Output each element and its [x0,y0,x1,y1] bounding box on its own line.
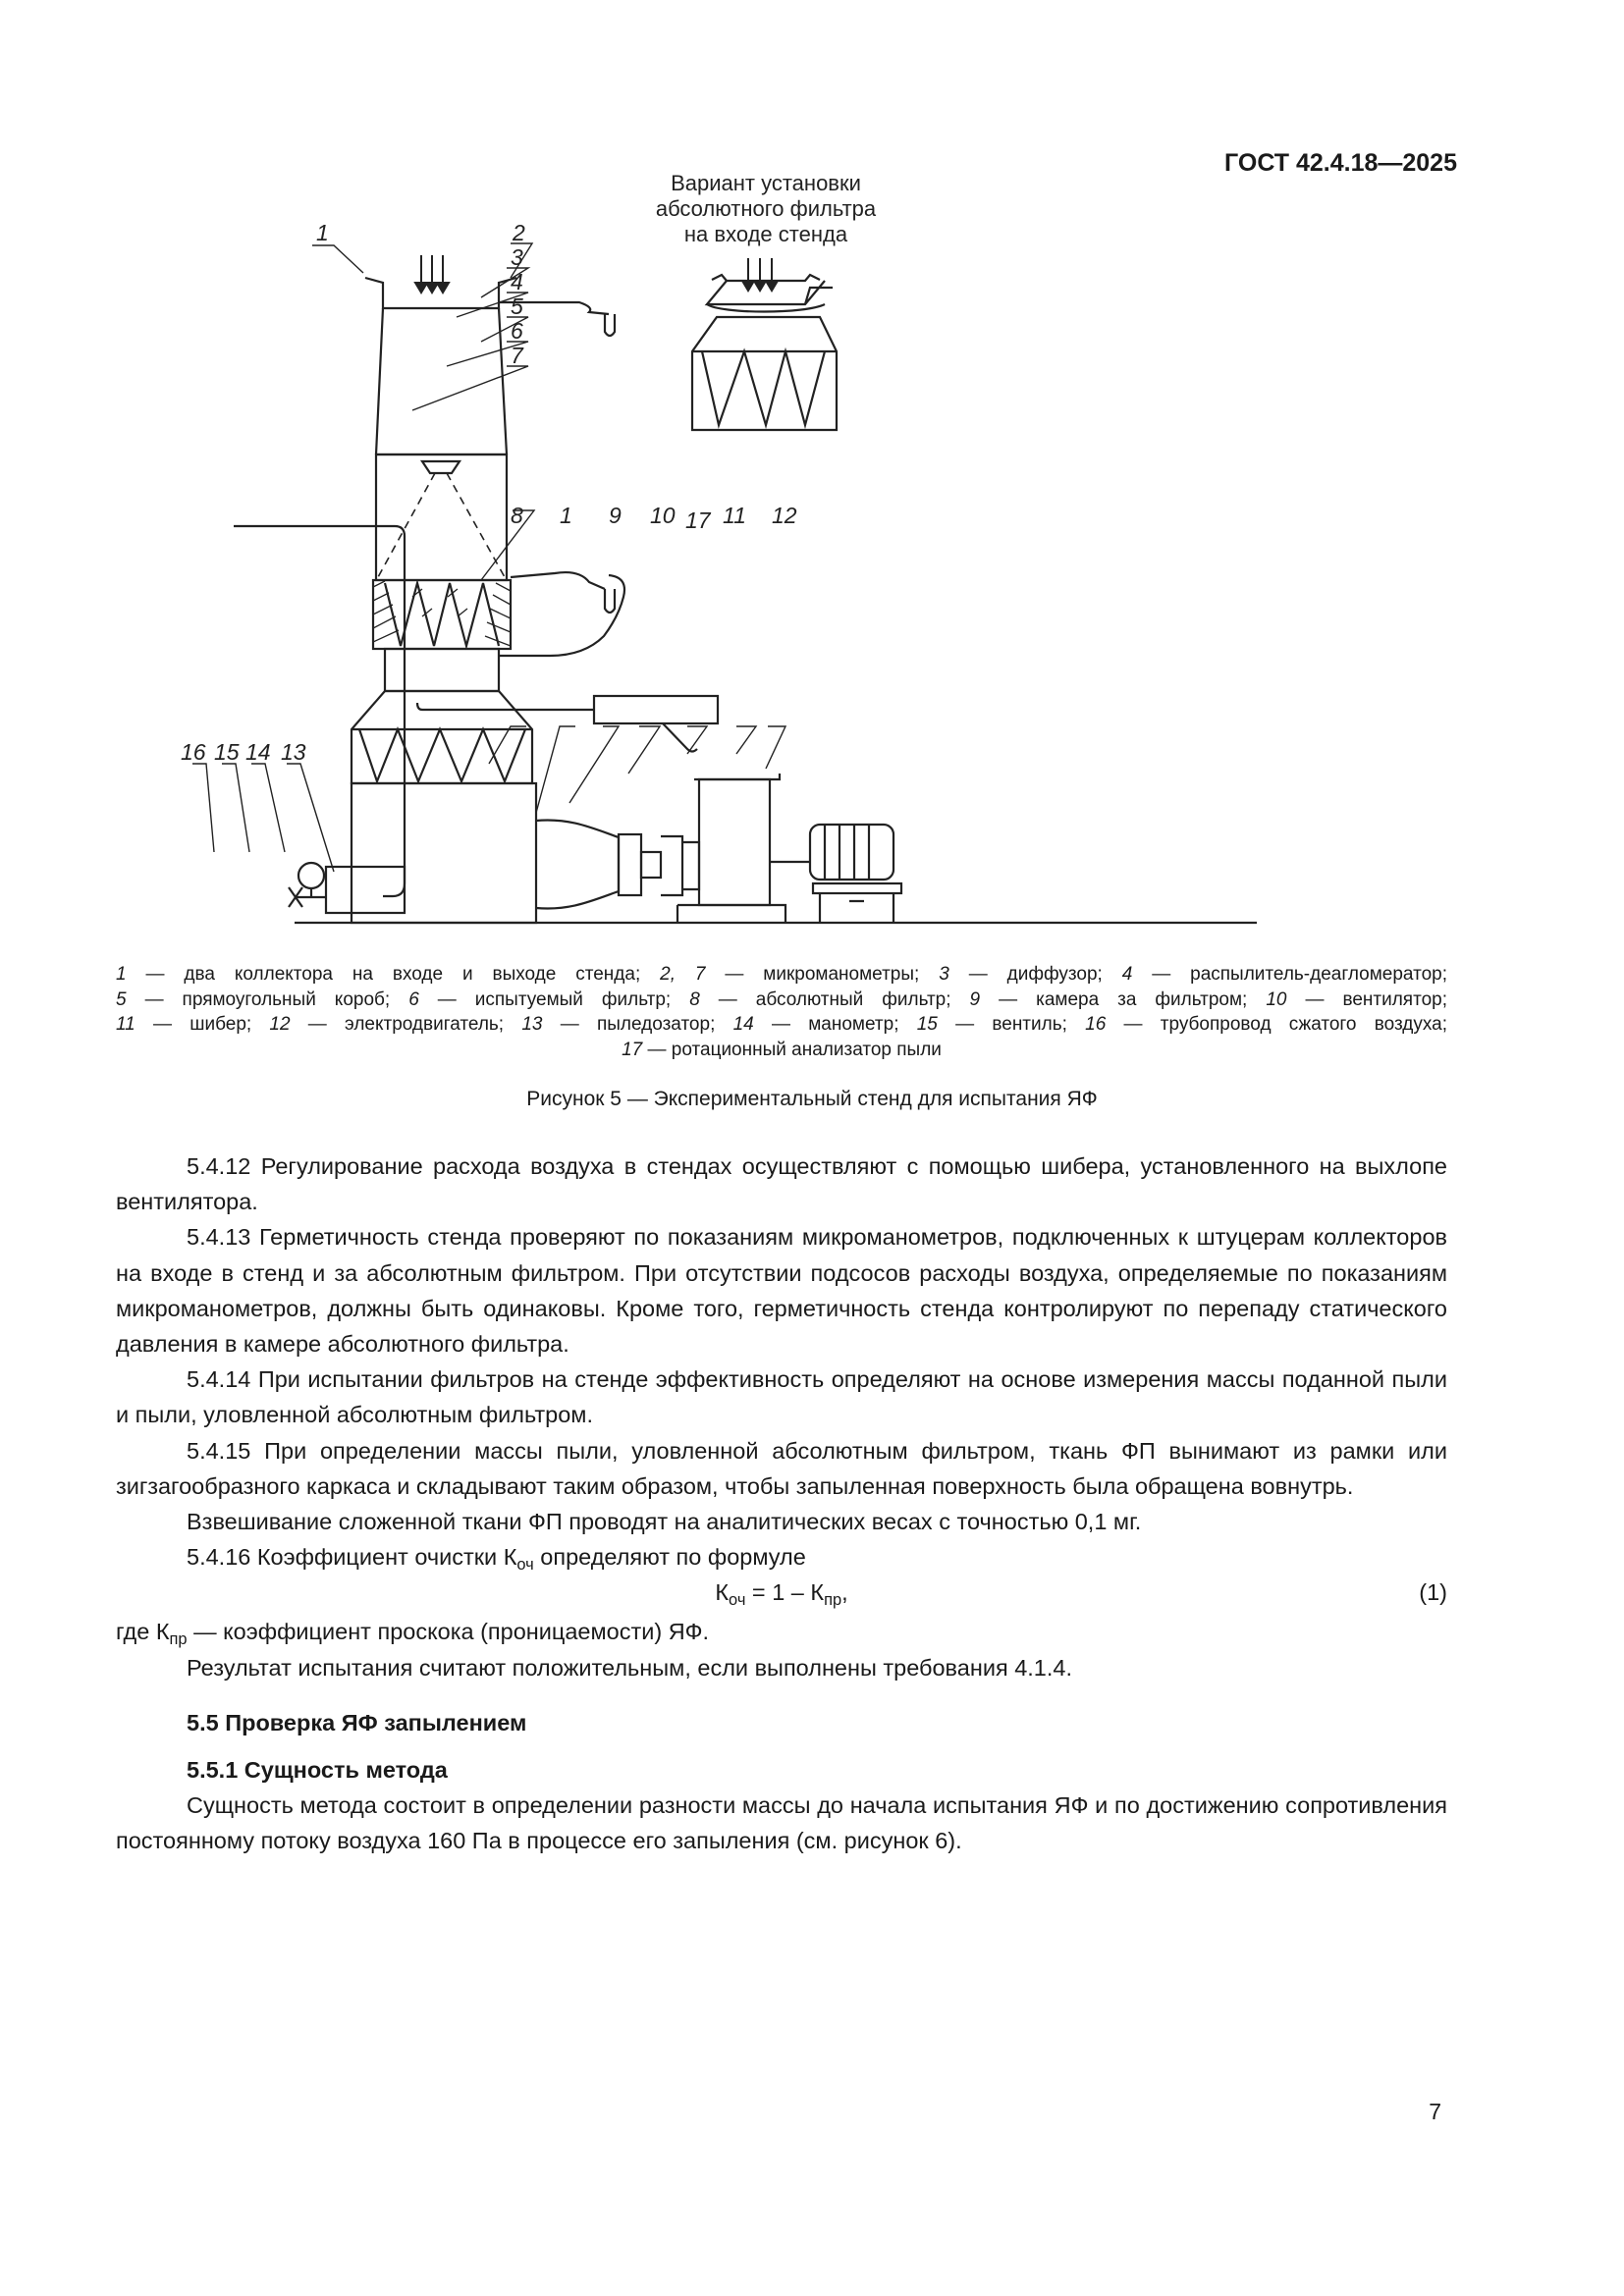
legend-line-1: 1 — два коллектора на входе и выходе стенда; 2, 7 — микроманометры; 3 — диффузор; 4 — распылитель-деагломератор; [116,964,1447,985]
formula-where: где $К_{пр}$ — коэффициент проскока (проницаемости) ЯФ. [116,1619,710,1649]
manometer [298,863,324,888]
gate-valve [619,834,641,895]
formula-expression: $К_{оч} = 1 - К_{пр}$, [715,1579,848,1610]
transition-duct [536,820,619,908]
paragraph-method-essence: Сущность метода состоит в определении разности массы до начала испытания ЯФ и по достижению сопротивления постоянному потоку воздуха 160 Па в процессе его запыления (см. рисунок 6). [116,1792,1447,1854]
callout-12: 12 [772,503,797,528]
callout-8: 8 [511,503,523,528]
callout-2: 2 [513,220,525,245]
callout-17: 17 [685,507,711,533]
paragraph-5-4-12: 5.4.12 Регулирование расхода воздуха в стендах осуществляют с помощью шибера, установленного на выхлопе вентилятора. [116,1153,1447,1215]
inset-title-line-1: Вариант установки [671,171,861,195]
formula-number: (1) [1419,1579,1447,1606]
section-5-5-1-heading: 5.5.1 Сущность метода [187,1757,448,1784]
inset-filter-housing [692,317,837,430]
inset-title-line-3: на входе стенда [683,222,848,246]
callout-5: 5 [511,294,523,319]
figure-legend [116,962,1447,1062]
electric-motor [810,825,893,880]
legend-line-2: 5 — прямоугольный короб; 6 — испытуемый фильтр; 8 — абсолютный фильтр; 9 — камера за фильтром; 10 — вентилятор; [116,988,1447,1010]
callout-3: 3 [511,244,523,270]
fan [699,779,770,905]
figure-caption: Рисунок 5 — Экспериментальный стенд для испытания ЯФ [526,1088,1098,1110]
test-stand-drawing [181,171,1453,950]
absolute-filter-pleats [359,729,525,781]
pressure-tube-bottom [499,575,624,656]
paragraph-5-4-15: 5.4.15 При определении массы пыли, уловленной абсолютным фильтром, ткань ФП вынимают из рамки или зигзагообразного каркаса и складывают таким образом, чтобы запыленная поверхность была обращена вовнутрь. [116,1437,1447,1499]
paragraph-5-4-16: 5.4.16 Коэффициент очистки $К_{оч}$ определяют по формуле [187,1544,806,1575]
formula-1 [116,1575,1447,1614]
pressure-tube-middle [511,572,605,589]
callout-14: 14 [245,739,271,765]
callout-1-bottom: 1 [560,503,572,528]
chamber-behind-filter [352,783,536,923]
callout-4: 4 [511,269,523,294]
callout-16: 16 [181,739,206,765]
section-5-5-heading: 5.5 Проверка ЯФ запылением [187,1709,527,1735]
dust-feeder [326,867,405,913]
callout-15: 15 [214,739,240,765]
inset-filter-pleats [702,351,825,425]
paragraph-result: Результат испытания считают положительным, если выполнены требования 4.1.4. [187,1654,1072,1681]
rotary-dust-analyzer [594,696,718,723]
callout-1-top: 1 [316,220,329,245]
inset-title-line-2: абсолютного фильтра [655,196,877,221]
legend-line-4: 17 — ротационный анализатор пыли [622,1039,942,1060]
callout-7: 7 [511,343,523,368]
body-text [116,1148,1447,1859]
page-number: 7 [1429,2099,1441,2124]
callout-13: 13 [281,739,306,765]
callout-10: 10 [650,503,676,528]
callout-11: 11 [723,503,746,528]
standard-header: ГОСТ 42.4.18—2025 [1224,149,1457,177]
paragraph-5-4-14: 5.4.14 При испытании фильтров на стенде эффективность определяют на основе измерения массы поданной пыли и пыли, уловленной абсолютным фильтром. [116,1366,1447,1428]
spray-nozzle [422,461,460,473]
callout-9: 9 [609,503,622,528]
callout-6: 6 [511,318,523,344]
paragraph-weighing: Взвешивание сложенной ткани ФП проводят на аналитических весах с точностью 0,1 мг. [187,1509,1142,1535]
legend-line-3: 11 — шибер; 12 — электродвигатель; 13 — пыледозатор; 14 — манометр; 15 — вентиль; 16 — трубопровод сжатого воздуха; [116,1014,1447,1035]
feeder-hose [234,526,405,896]
paragraph-5-4-13: 5.4.13 Герметичность стенда проверяют по показаниям микроманометров, подключенных к штуцерам коллекторов на входе в стенд и за абсолютным фильтром. При отсутствии подсосов расходы воздуха, определяемые по показаниям микроманометров, должны быть одинаковы. Кроме того, герметичность стенда контролируют по перепаду статического давления в камере абсолютного фильтра. [116,1224,1447,1358]
figure-5 [181,171,1453,950]
chamber-neck [385,649,499,691]
